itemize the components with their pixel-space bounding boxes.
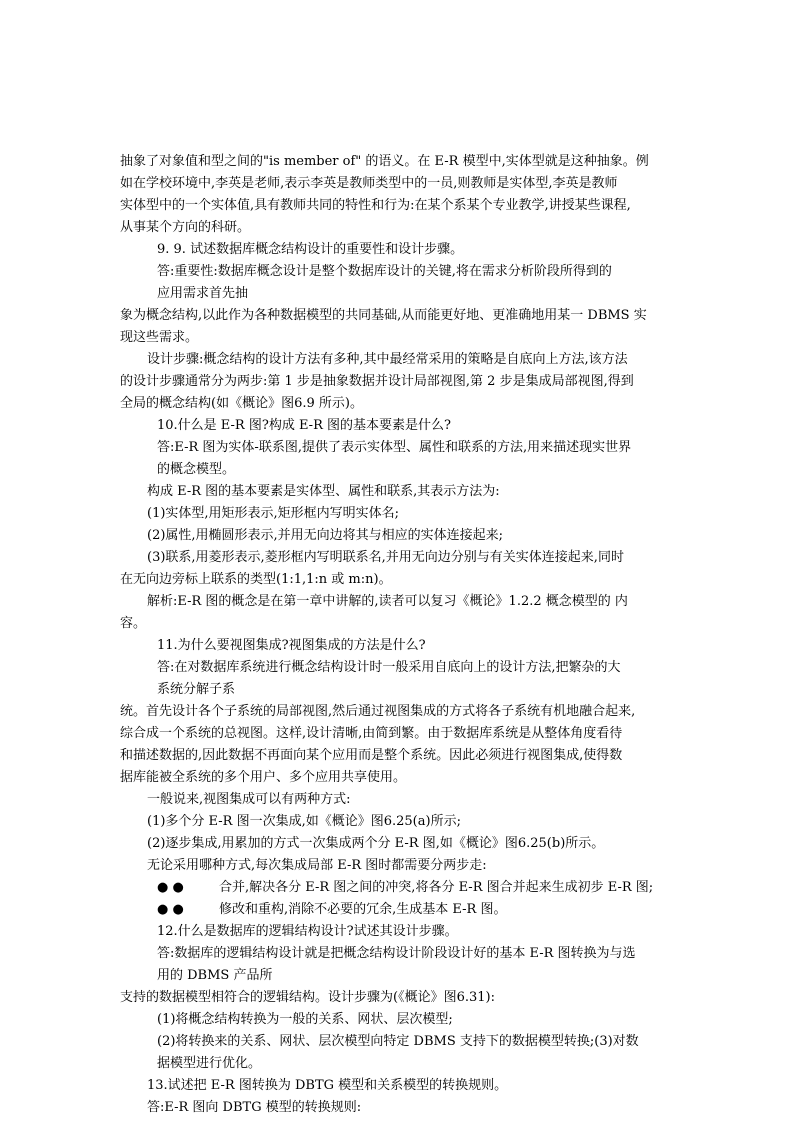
text-line: 统。首先设计各个子系统的局部视图,然后通过视图集成的方式将各子系统有机地融合起来,	[120, 704, 636, 719]
bullet-text: 合并,解决各分 E-R 图之间的冲突,将各分 E-R 图合并起来生成初步 E-R 图;	[219, 880, 654, 895]
text-line: 无论采用哪种方式,每次集成局部 E-R 图时都需要分两步走:	[147, 858, 487, 873]
text-line: 答:在对数据库系统进行概念结构设计时一般采用自底向上的设计方法,把繁杂的大	[157, 660, 621, 675]
text-line: 在无向边旁标上联系的类型(1:1,1:n 或 m:n)。	[120, 572, 392, 587]
text-line: 答:数据库的逻辑结构设计就是把概念结构设计阶段设计好的基本 E-R 图转换为与选	[157, 946, 636, 961]
text-line: 现这些需求。	[120, 330, 199, 345]
bullet-item	[157, 878, 653, 898]
text-line: 如在学校环境中,李英是老师,表示李英是教师类型中的一员,则教师是实体型,李英是教师	[120, 176, 618, 191]
text-line: 从事某个方向的科研。	[120, 220, 251, 235]
text-line: 一般说来,视图集成可以有两种方式:	[147, 792, 351, 807]
text-line: 抽象了对象值和型之间的"is member of" 的语义。在 E-R 模型中,实体型就是这种抽象。例	[120, 154, 649, 169]
text-line: 实体型中的一个实体值,具有教师共同的特性和行为:在某个系某个专业教学,讲授某些课程,	[120, 198, 631, 213]
text-line: 和描述数据的,因此数据不再面向某个应用而是整个系统。因此必须进行视图集成,使得数	[120, 748, 623, 763]
text-line: 支持的数据模型相符合的逻辑结构。设计步骤为(《概论》图6.31):	[120, 990, 495, 1005]
text-line: 答:重要性:数据库概念设计是整个数据库设计的关键,将在需求分析阶段所得到的	[157, 264, 612, 279]
bullet-icon: ● ●	[157, 880, 184, 895]
text-line: 的设计步骤通常分为两步:第 1 步是抽象数据并设计局部视图,第 2 步是集成局部视图,得到	[120, 374, 634, 389]
text-line: (2)将转换来的关系、网状、层次模型向特定 DBMS 支持下的数据模型转换;(3)对数	[157, 1034, 639, 1049]
text-line: 据库能被全系统的多个用户、多个应用共享使用。	[120, 770, 407, 785]
text-line: (2)逐步集成,用累加的方式一次集成两个分 E-R 图,如《概论》图6.25(b)所示。	[147, 836, 605, 851]
text-line: (2)属性,用椭圆形表示,并用无向边将其与相应的实体连接起来;	[147, 528, 504, 543]
question-heading: 12.什么是数据库的逻辑结构设计?试述其设计步骤。	[157, 924, 458, 939]
question-heading: 13.试述把 E-R 图转换为 DBTG 模型和关系模型的转换规则。	[147, 1078, 508, 1093]
text-line: 构成 E-R 图的基本要素是实体型、属性和联系,其表示方法为:	[147, 484, 500, 499]
bullet-icon: ● ●	[157, 902, 184, 917]
text-line: 设计步骤:概念结构的设计方法有多种,其中最经常采用的策略是自底向上方法,该方法	[147, 352, 628, 367]
text-line: 答:E-R 图向 DBTG 模型的转换规则:	[147, 1100, 362, 1115]
text-line: 的概念模型。	[157, 462, 236, 477]
question-heading: 11.为什么要视图集成?视图集成的方法是什么?	[157, 638, 426, 653]
text-line: (1)实体型,用矩形表示,矩形框内写明实体名;	[147, 506, 400, 521]
bullet-item	[157, 900, 506, 920]
bullet-text: 修改和重构,消除不必要的冗余,生成基本 E-R 图。	[219, 902, 507, 917]
text-line: 象为概念结构,以此作为各种数据模型的共同基础,从而能更好地、更准确地用某一 DBMS 实	[120, 308, 647, 323]
text-line: (3)联系,用菱形表示,菱形框内写明联系名,并用无向边分别与有关实体连接起来,同时	[147, 550, 624, 565]
text-line: 综合成一个系统的总视图。这样,设计清晰,由简到繁。由于数据库系统是从整体角度看待	[120, 726, 623, 741]
text-line: 据模型进行优化。	[157, 1056, 262, 1071]
text-line: 答:E-R 图为实体-联系图,提供了表示实体型、属性和联系的方法,用来描述现实世界	[157, 440, 632, 455]
question-heading: 9. 9. 试述数据库概念结构设计的重要性和设计步骤。	[157, 242, 464, 257]
text-line: 解析:E-R 图的概念是在第一章中讲解的,读者可以复习《概论》1.2.2 概念模型的 内	[147, 594, 628, 609]
text-line: 用的 DBMS 产品所	[157, 968, 273, 983]
text-line: (1)多个分 E-R 图一次集成,如《概论》图6.25(a)所示;	[147, 814, 461, 829]
text-line: 应用需求首先抽	[157, 286, 249, 301]
question-heading: 10.什么是 E-R 图?构成 E-R 图的基本要素是什么?	[157, 418, 451, 433]
text-line: (1)将概念结构转换为一般的关系、网状、层次模型;	[157, 1012, 453, 1027]
text-line: 容。	[120, 616, 147, 631]
text-line: 系统分解子系	[157, 682, 236, 697]
text-line: 全局的概念结构(如《概论》图6.9 所示)。	[120, 396, 363, 411]
